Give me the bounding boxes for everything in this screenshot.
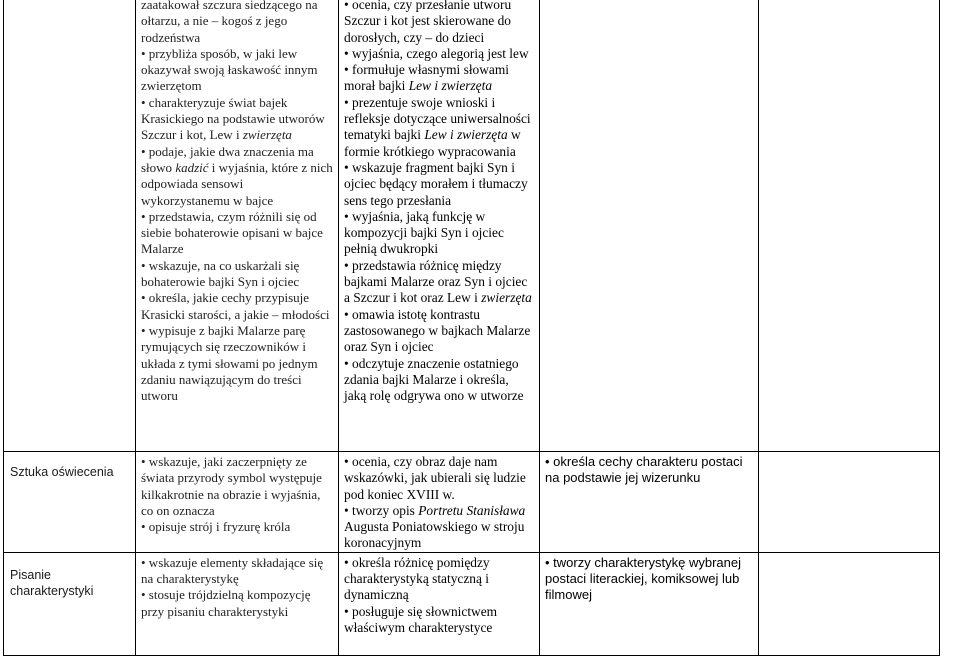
basic-requirements-cell	[136, 552, 339, 655]
advanced-requirements-cell	[540, 452, 759, 553]
advanced-requirements-cell	[540, 0, 759, 452]
list-item	[141, 144, 333, 209]
list-item	[344, 503, 534, 552]
list-item-text: • tworzy opis	[344, 502, 415, 518]
topic-label: Pisanie charakterystyki	[10, 567, 94, 599]
list-item	[344, 258, 534, 307]
list-item-text: • formułuje własnymi słowami morał bajki	[344, 62, 509, 94]
list-item: • wskazuje fragment bajki Syn i ojciec będący morałem i tłumaczy sens tego przesłania	[344, 159, 528, 208]
topic-label: Sztuka oświecenia	[10, 465, 114, 479]
list-item: • stosuje trójdzielną kompozycję przy pisaniu charakterystyki	[141, 587, 311, 619]
list-item: • opisuje strój i fryzurę króla	[141, 519, 291, 535]
list-item-text: i wyjaśnia, które z nich odpowiada sensowi wykorzystanemu w bajce	[141, 159, 333, 208]
list-item-text: • przedstawia różnicę między bajkami Malarze oraz Syn i ojciec a Szczur i kot oraz Lew i	[344, 257, 528, 306]
list-item: • omawia istotę kontrastu zastosowanego w bajkach Malarze oraz Syn i ojciec	[344, 306, 531, 355]
list-item: zaatakował szczura siedzącego na ołtarzu, a nie – kogoś z jego rodzeństwa	[141, 0, 318, 45]
list-item: • określa różnicę pomiędzy charakterystyką statyczną i dynamiczną	[344, 554, 490, 603]
basic-requirements-cell	[136, 452, 339, 553]
list-item: • wskazuje elementy składające się na charakterystykę	[141, 554, 324, 587]
extended-requirements-cell	[339, 0, 540, 452]
list-item: • wypisuje z bajki Malarze parę rymujących się rzeczowników i układa z tymi słowami po jednym zdaniu nawiązującym do treści utworu	[141, 322, 318, 404]
table-row	[4, 552, 940, 655]
list-item: • wskazuje, na co uskarżali się bohaterowie bajki Syn i ojciec	[141, 257, 300, 290]
exceptional-requirements-cell	[759, 0, 940, 452]
list-item-text: w formie krótkiego wypracowania	[344, 127, 521, 159]
list-item: • określa cechy charakteru postaci na podstawie jej wizerunku	[545, 454, 743, 486]
topic-cell	[4, 552, 136, 655]
table-row	[4, 452, 940, 553]
list-item-text: Augusta Poniatowskiego w stroju koronacyjnym	[344, 519, 525, 551]
list-item-text: • charakteryzuje świat bajek Krasickiego na podstawie utworów Szczur i kot, Lew i	[141, 94, 325, 143]
list-item: • tworzy charakterystykę wybranej postaci literackiej, komiksowej lub filmowej	[545, 554, 742, 603]
list-item: • posługuje się słownictwem właściwym charakterystyce	[344, 603, 498, 635]
list-item-text: • podaje, jakie dwa znaczenia ma słowo	[141, 143, 314, 175]
list-item	[141, 95, 333, 144]
requirements-table	[3, 0, 940, 656]
exceptional-requirements-cell	[759, 452, 940, 553]
basic-requirements-cell	[136, 0, 339, 452]
list-item: • ocenia, czy przesłanie utworu Szczur i kot jest skierowane do dorosłych, czy – do dzieci	[344, 0, 512, 45]
list-item: • wskazuje, jaki zaczerpnięty ze świata przyrody symbol występuje kilkakrotnie na obrazie i wyjaśnia, co on oznacza	[141, 454, 322, 518]
list-item: • określa, jakie cechy przypisuje Krasicki starości, a jakie – młodości	[141, 290, 330, 322]
list-item	[344, 95, 534, 160]
advanced-requirements-cell	[540, 552, 759, 655]
exceptional-requirements-cell	[759, 552, 940, 655]
extended-requirements-cell	[339, 552, 540, 655]
list-item: • przedstawia, czym różnili się od siebie bohaterowie opisani w bajce Malarze	[141, 208, 323, 257]
list-item: • przybliża sposób, w jaki lew okazywał swoją łaskawość innym zwierzętom	[141, 45, 318, 94]
table-row	[4, 0, 940, 452]
list-item-italic: kadzić	[175, 159, 209, 175]
list-item-text: • prezentuje swoje wnioski i refleksje dotyczące uniwersalności tematyki bajki	[344, 94, 531, 143]
topic-cell	[4, 452, 136, 553]
topic-cell	[4, 0, 136, 452]
list-item: • wyjaśnia, jaką funkcję w kompozycji bajki Syn i ojciec pełnią dwukropki	[344, 208, 504, 257]
list-item-italic: Portretu Stanisława	[418, 502, 526, 518]
list-item-italic: Lew i zwierzęta	[424, 127, 508, 143]
list-item-italic: zwierzęta	[481, 290, 532, 306]
list-item: • ocenia, czy obraz daje nam wskazówki, jak ubierali się ludzie pod koniec XVIII w.	[344, 454, 526, 502]
list-item-italic: Lew i zwierzęta	[408, 78, 493, 94]
list-item	[344, 62, 534, 95]
extended-requirements-cell	[339, 452, 540, 553]
list-item: • odczytuje znaczenie ostatniego zdania bajki Malarze i określa, jaką rolę odgrywa ono w utworze	[344, 355, 524, 404]
list-item: • wyjaśnia, czego alegorią jest lew	[344, 45, 529, 61]
list-item-italic: zwierzęta	[242, 127, 292, 143]
